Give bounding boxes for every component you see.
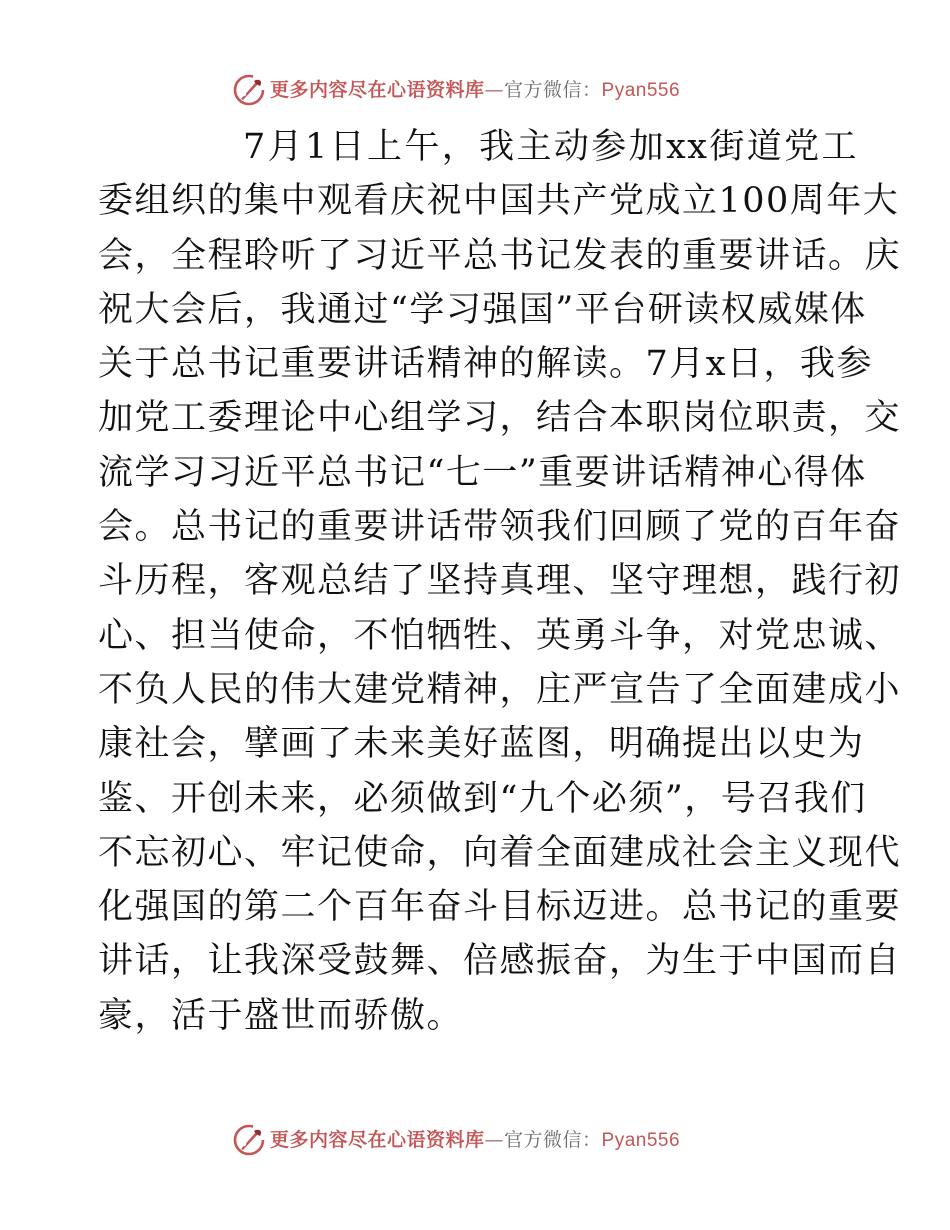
paragraph-line: 不负人民的伟大建党精神，庄严宣告了全面建成小 (98, 669, 902, 710)
paragraph-line: 豪，活于盛世而骄傲。 (98, 995, 464, 1036)
quill-pen-logo-icon (232, 1123, 266, 1157)
paragraph-line: 祝大会后，我通过“学习强国”平台研读权威媒体 (98, 289, 867, 330)
header-watermark (232, 70, 752, 110)
watermark-wechat-id: Pyan556 (601, 1129, 681, 1151)
watermark-site-text: 更多内容尽在心语资料库 (270, 78, 485, 101)
paragraph-line: 讲话，让我深受鼓舞、倍感振奋，为生于中国而自 (98, 941, 902, 982)
paragraph-line: 加党工委理论中心组学习，结合本职岗位职责，交 (98, 398, 902, 439)
paragraph-line: 流学习习近平总书记“七一”重要讲话精神心得体 (98, 452, 867, 493)
paragraph-line: 委组织的集中观看庆祝中国共产党成立100周年大 (98, 181, 900, 222)
paragraph-line: 心、担当使命，不怕牺牲、英勇斗争，对党忠诚、 (98, 615, 902, 656)
paragraph-line: 康社会，擘画了未来美好蓝图，明确提出以史为 (98, 724, 865, 765)
watermark-site-text: 更多内容尽在心语资料库 (270, 1128, 485, 1151)
paragraph-line: 会。总书记的重要讲话带领我们回顾了党的百年奋 (98, 507, 902, 548)
footer-watermark (232, 1120, 752, 1160)
paragraph-line: 化强国的第二个百年奋斗目标迈进。总书记的重要 (98, 887, 902, 928)
quill-pen-logo-icon (232, 73, 266, 107)
paragraph-line: 会，全程聆听了习近平总书记发表的重要讲话。庆 (98, 235, 902, 276)
document-body (98, 120, 902, 1043)
watermark-wechat-id: Pyan556 (601, 79, 681, 101)
watermark-official-label: 官方微信： (504, 78, 602, 101)
paragraph-line: 不忘初心、牢记使命，向着全面建成社会主义现代 (98, 832, 902, 873)
paragraph-line: 关于总书记重要讲话精神的解读。7月x日，我参 (98, 344, 874, 385)
paragraph-line: 鉴、开创未来，必须做到“九个必须”，号召我们 (98, 778, 867, 819)
paragraph-line: 7月1日上午，我主动参加xx街道党工 (243, 127, 858, 167)
paragraph-line: 斗历程，客观总结了坚持真理、坚守理想，践行初 (98, 561, 902, 602)
watermark-separator: — (484, 78, 505, 101)
watermark-official-label: 官方微信： (504, 1128, 602, 1151)
watermark-separator: — (484, 1128, 505, 1151)
